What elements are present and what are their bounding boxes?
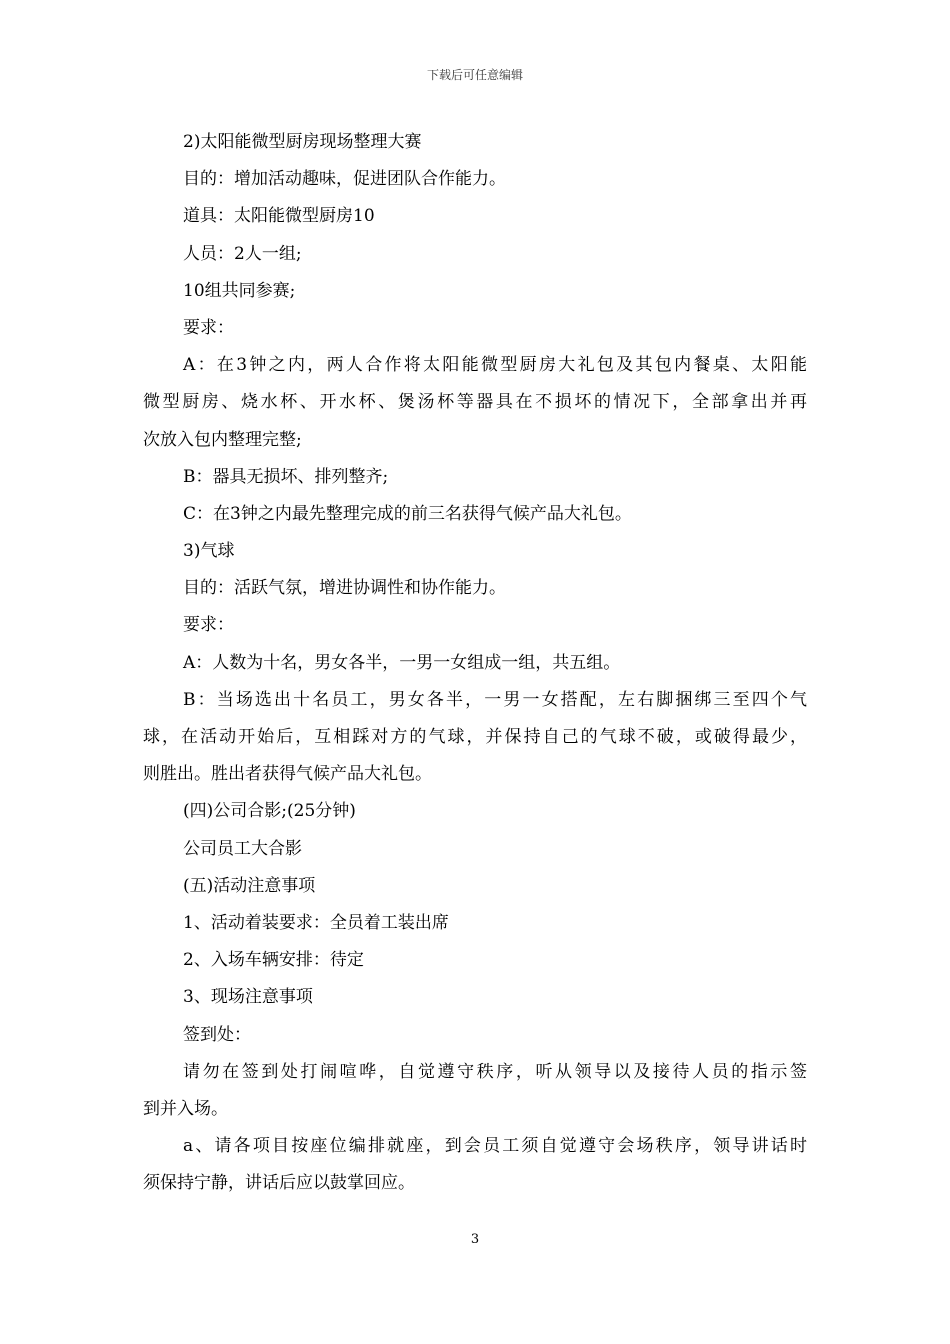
paragraph-line: 微型厨房、烧水杯、开水杯、煲汤杯等器具在不损坏的情况下，全部拿出并再 xyxy=(143,392,807,413)
contest-staff: 人员：2人一组; xyxy=(183,243,302,264)
paragraph-line: 次放入包内整理完整; xyxy=(143,429,302,450)
paragraph-line: a、请各项目按座位编排就座，到会员工须自觉遵守会场秩序，领导讲话时 xyxy=(183,1136,807,1157)
group-photo-text: 公司员工大合影 xyxy=(183,838,302,859)
document-body xyxy=(143,124,807,1202)
balloon-requirement-a: A：人数为十名，男女各半，一男一女组成一组，共五组。 xyxy=(183,652,621,673)
paragraph-line: A：在3钟之内，两人合作将太阳能微型厨房大礼包及其包内餐桌、太阳能 xyxy=(183,355,807,376)
page-number: 3 xyxy=(470,1232,480,1247)
paragraph-line: 则胜出。胜出者获得气候产品大礼包。 xyxy=(143,764,432,785)
requirement-c: C：在3钟之内最先整理完成的前三名获得气候产品大礼包。 xyxy=(183,503,632,524)
paragraph-line: 须保持宁静，讲话后应以鼓掌回应。 xyxy=(143,1173,415,1194)
sign-in-heading: 签到处： xyxy=(183,1024,251,1045)
requirements-heading: 要求： xyxy=(183,615,234,636)
contest-props: 道具：太阳能微型厨房10 xyxy=(183,206,375,227)
contest-groups: 10组共同参赛; xyxy=(183,280,296,301)
note-item-dress: 1、活动着装要求：全员着工装出席 xyxy=(183,912,449,933)
note-item-vehicles: 2、入场车辆安排：待定 xyxy=(183,950,364,971)
contest-purpose: 目的：增加活动趣味，促进团队合作能力。 xyxy=(183,169,506,190)
paragraph-line: 球，在活动开始后，互相踩对方的气球，并保持自己的气球不破，或破得最少， xyxy=(143,727,807,747)
paragraph-line: B：当场选出十名员工，男女各半，一男一女搭配，左右脚捆绑三至四个气 xyxy=(183,689,807,710)
note-item-onsite: 3、现场注意事项 xyxy=(183,987,313,1008)
requirement-b: B：器具无损坏、排列整齐; xyxy=(183,466,389,487)
page-header: 下载后可任意编辑 xyxy=(426,68,523,82)
section-heading-balloon: 3)气球 xyxy=(183,541,235,562)
paragraph-line: 请勿在签到处打闹喧哗，自觉遵守秩序，听从领导以及接待人员的指示签 xyxy=(183,1061,807,1082)
section-heading-group-photo: (四)公司合影;(25分钟) xyxy=(183,801,356,822)
balloon-purpose: 目的：活跃气氛，增进协调性和协作能力。 xyxy=(183,578,506,599)
section-heading-solar-kitchen-contest: 2)太阳能微型厨房现场整理大赛 xyxy=(183,132,422,152)
section-heading-notes: (五)活动注意事项 xyxy=(183,875,316,896)
requirements-heading: 要求： xyxy=(183,317,234,338)
paragraph-line: 到并入场。 xyxy=(143,1098,228,1119)
